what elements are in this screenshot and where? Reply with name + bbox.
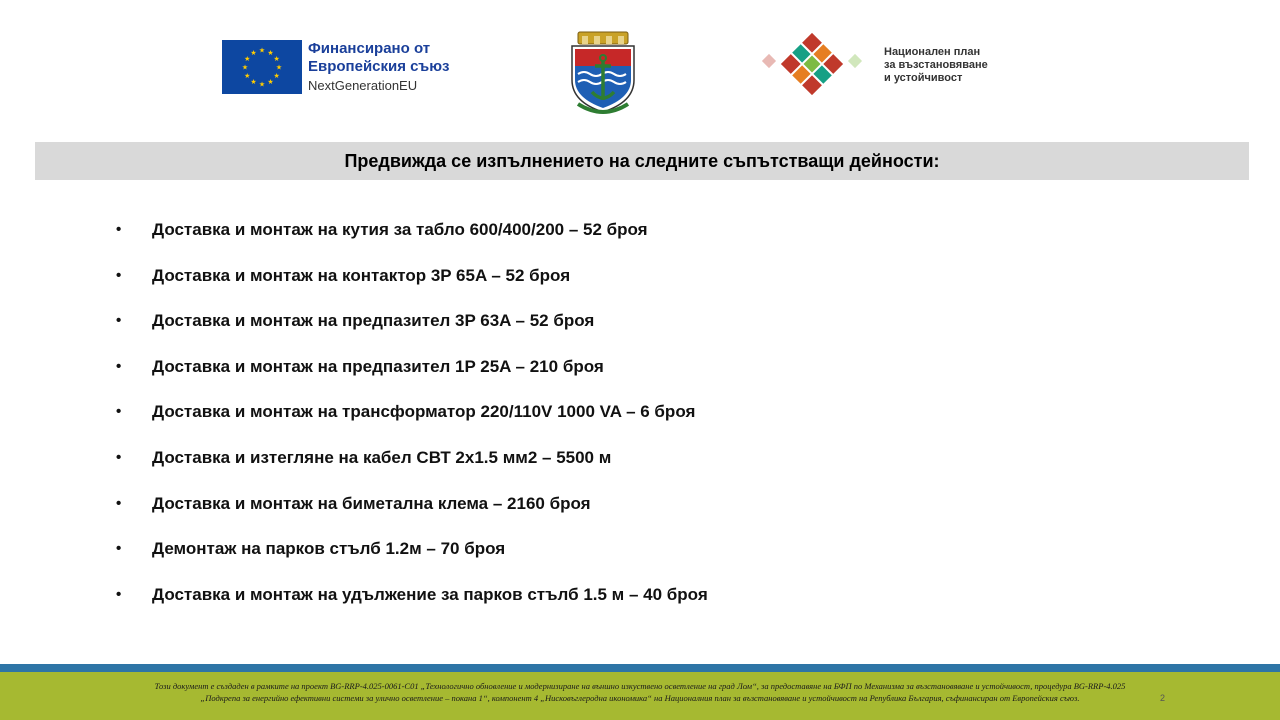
bullet-icon: • bbox=[116, 312, 122, 330]
eu-star-icon: ★ bbox=[267, 49, 274, 57]
title-bar bbox=[35, 142, 1249, 180]
list-item bbox=[116, 303, 1216, 349]
bullet-icon: • bbox=[116, 403, 122, 421]
bullet-icon: • bbox=[116, 357, 122, 375]
eu-star-icon: ★ bbox=[244, 73, 251, 80]
coat-of-arms-icon bbox=[564, 30, 642, 116]
list-item bbox=[116, 349, 1216, 395]
list-item-text: Доставка и монтаж на предпазител 3P 63A – 52 броя bbox=[152, 311, 595, 331]
list-item-text: Доставка и монтаж на трансформатор 220/110V 1000 VA – 6 броя bbox=[152, 402, 696, 422]
eu-flag-icon bbox=[222, 40, 302, 94]
eu-star-icon: ★ bbox=[244, 56, 251, 63]
eu-star-icon: ★ bbox=[250, 49, 257, 57]
eu-logo-line3: NextGenerationEU bbox=[308, 78, 418, 93]
eu-star-icon: ★ bbox=[267, 79, 274, 87]
activities-list bbox=[116, 212, 1216, 622]
bullet-icon: • bbox=[116, 266, 122, 284]
slide-title: Предвижда се изпълнението на следните съпътстващи дейности: bbox=[344, 150, 940, 171]
list-item-text: Доставка и монтаж на биметална клема – 2160 броя bbox=[152, 493, 591, 513]
eu-star-icon: ★ bbox=[241, 64, 249, 72]
footer bbox=[0, 672, 1280, 720]
list-item-text: Доставка и монтаж на удължение за парков стълб 1.5 м – 40 броя bbox=[152, 584, 708, 604]
list-item bbox=[116, 394, 1216, 440]
list-item bbox=[116, 531, 1216, 577]
list-item bbox=[116, 258, 1216, 304]
list-item bbox=[116, 440, 1216, 486]
bullet-icon: • bbox=[116, 448, 122, 466]
eu-star-icon: ★ bbox=[258, 81, 266, 89]
list-item-text: Демонтаж на парков стълб 1.2м – 70 броя bbox=[152, 539, 506, 559]
list-item-text: Доставка и изтегляне на кабел СВТ 2х1.5 мм2 – 5500 м bbox=[152, 447, 612, 467]
list-item bbox=[116, 577, 1216, 623]
list-item bbox=[116, 486, 1216, 532]
national-plan-line3: и устойчивост bbox=[884, 72, 963, 84]
eu-star-icon: ★ bbox=[258, 47, 266, 55]
bullet-icon: • bbox=[116, 221, 122, 238]
bullet-icon: • bbox=[116, 585, 122, 603]
eu-star-icon: ★ bbox=[273, 73, 280, 80]
embroidery-motif-icon bbox=[756, 26, 868, 102]
eu-logo-line2: Европейския съюз bbox=[308, 58, 450, 75]
eu-star-icon: ★ bbox=[250, 79, 257, 87]
list-item-text: Доставка и монтаж на кутия за табло 600/400/200 – 52 броя bbox=[152, 220, 648, 239]
list-item bbox=[116, 212, 1216, 258]
national-plan-line2: за възстановяване bbox=[884, 59, 988, 71]
page-number: 2 bbox=[1160, 693, 1166, 703]
national-plan-text bbox=[884, 46, 988, 85]
national-plan-logo bbox=[756, 26, 1006, 102]
list-item-text: Доставка и монтаж на предпазител 1P 25A – 210 броя bbox=[152, 356, 604, 376]
eu-logo-text bbox=[308, 40, 480, 96]
national-plan-line1: Национален план bbox=[884, 46, 981, 58]
eu-star-icon: ★ bbox=[275, 64, 283, 72]
footer-blue-stripe bbox=[0, 664, 1280, 672]
eu-funding-logo bbox=[222, 40, 480, 98]
footer-disclaimer bbox=[10, 680, 1270, 704]
eu-star-icon: ★ bbox=[273, 56, 280, 63]
footer-line1: Този документ е създаден в рамките на проект BG-RRP-4.025-0061-C01 „Технологично обновление и модернизиране на външно изкуствено осветление на град Лом“, за предоставяне на БФП по Механизма за възстановяване и устойчивост, процедура BG-RRP-4.025 bbox=[154, 681, 1126, 691]
eu-logo-line1: Финансирано от bbox=[308, 40, 431, 57]
bullet-icon: • bbox=[116, 540, 122, 558]
list-item-text: Доставка и монтаж на контактор 3P 65A – 52 броя bbox=[152, 265, 571, 285]
footer-line2: „Подкрепа за енергийно ефективни системи за улично осветление – покана 1“, компонент 4 „Нисковъглеродна икономика“ на Националния план за възстановяване и устойчивост на Република България, съфинансиран от Европейския съюз. bbox=[200, 693, 1080, 703]
bullet-icon: • bbox=[116, 494, 122, 512]
